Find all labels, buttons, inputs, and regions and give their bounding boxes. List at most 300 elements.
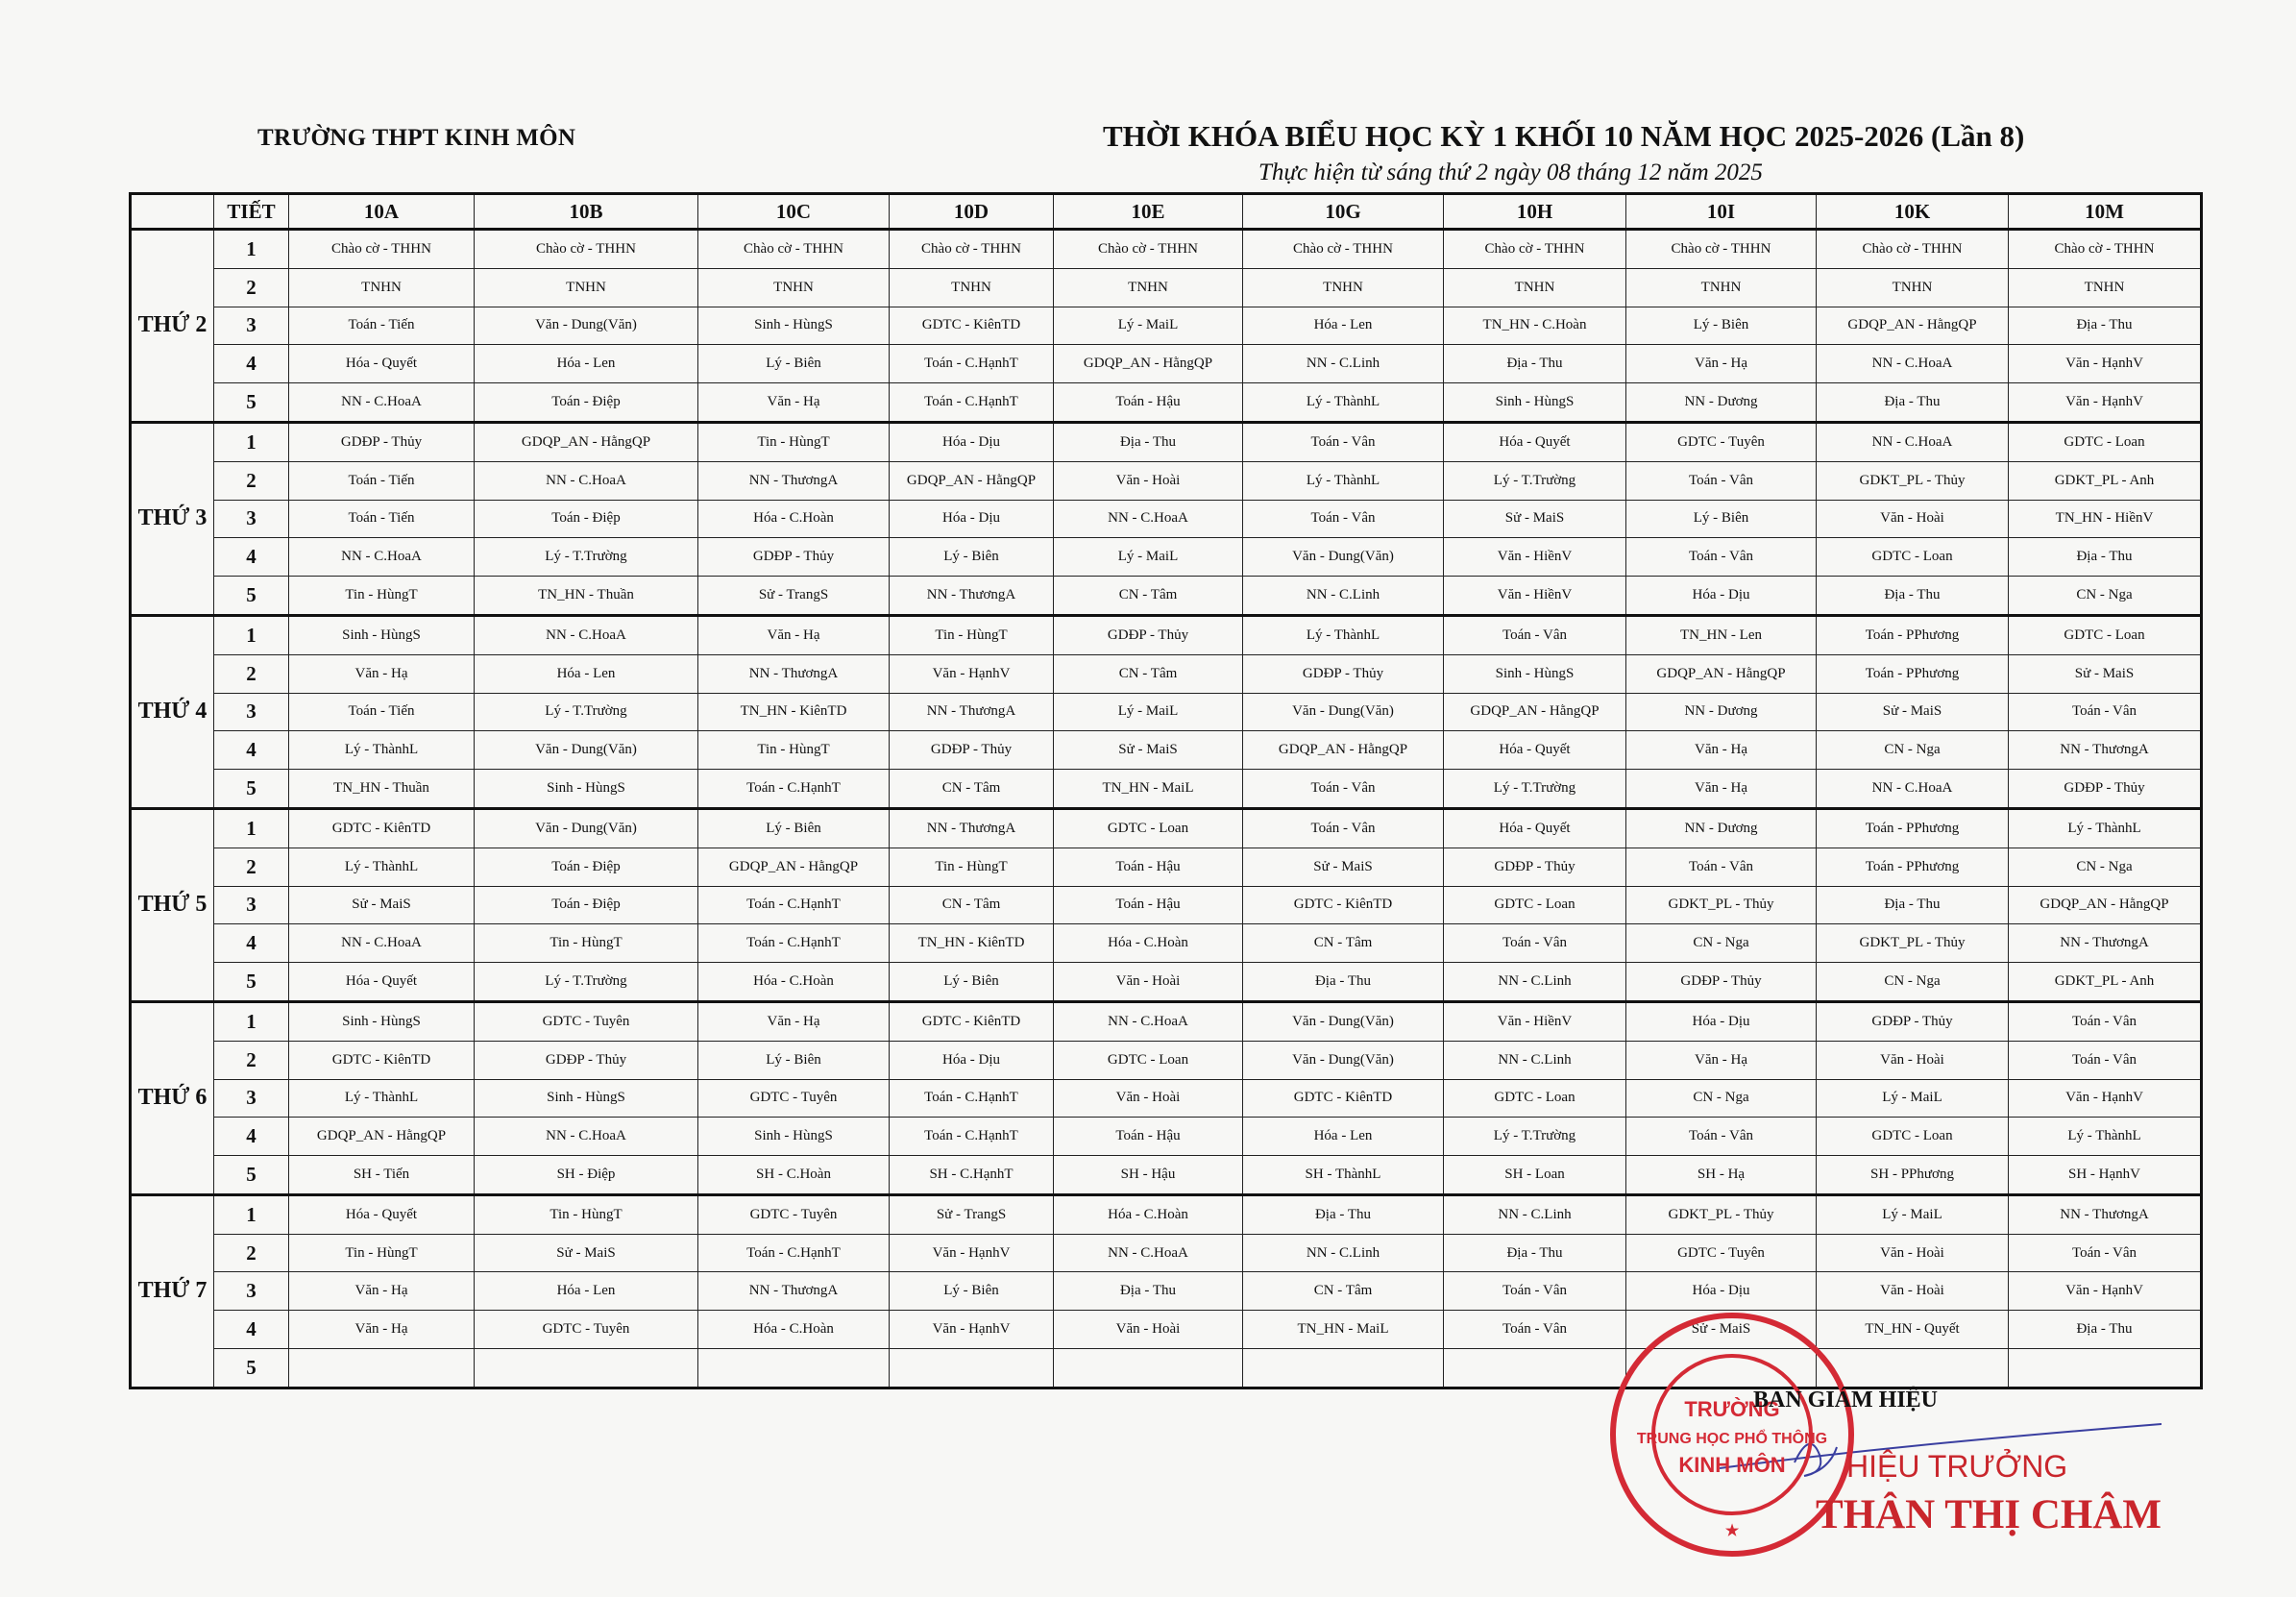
lesson-cell: Toán - Vân	[1626, 1118, 1817, 1156]
lesson-cell: Văn - HạnhV	[890, 1311, 1054, 1349]
lesson-cell	[698, 1348, 890, 1388]
table-row	[131, 1234, 2202, 1272]
lesson-cell: Toán - Vân	[1444, 1272, 1626, 1311]
lesson-cell: Hóa - Len	[1243, 307, 1444, 345]
lesson-cell: Địa - Thu	[1817, 576, 2009, 615]
lesson-cell: Hóa - Len	[475, 345, 698, 383]
lesson-cell: GDTC - Loan	[1817, 1118, 2009, 1156]
lesson-cell: Văn - Hoài	[1817, 1272, 2009, 1311]
period-number: 1	[214, 615, 289, 654]
lesson-cell: GDQP_AN - HằngQP	[475, 422, 698, 461]
table-row	[131, 769, 2202, 808]
lesson-cell: Toán - C.HạnhT	[698, 924, 890, 963]
table-row	[131, 924, 2202, 963]
lesson-cell: Hóa - Quyết	[1444, 731, 1626, 770]
class-header: 10H	[1444, 194, 1626, 230]
lesson-cell: TNHN	[1444, 269, 1626, 307]
principal-name: THÂN THỊ CHÂM	[1816, 1492, 2162, 1537]
lesson-cell: Địa - Thu	[1054, 422, 1243, 461]
lesson-cell: Lý - ThànhL	[289, 1079, 475, 1118]
lesson-cell: Chào cờ - THHN	[698, 230, 890, 269]
lesson-cell: GDĐP - Thủy	[1054, 615, 1243, 654]
lesson-cell: Hóa - C.Hoàn	[698, 1311, 890, 1349]
lesson-cell: Chào cờ - THHN	[1444, 230, 1626, 269]
lesson-cell: GDĐP - Thủy	[890, 731, 1054, 770]
document-title: THỜI KHÓA BIỂU HỌC KỲ 1 KHỐI 10 NĂM HỌC 2025-2026 (Lần 8)	[1103, 119, 2025, 153]
lesson-cell	[475, 1348, 698, 1388]
table-row	[131, 693, 2202, 731]
lesson-cell: Văn - Hạ	[698, 1001, 890, 1041]
period-number: 2	[214, 1234, 289, 1272]
lesson-cell: GDTC - Tuyên	[698, 1079, 890, 1118]
lesson-cell: TNHN	[1817, 269, 2009, 307]
lesson-cell: Văn - Dung(Văn)	[475, 307, 698, 345]
lesson-cell: TNHN	[1243, 269, 1444, 307]
lesson-cell: Chào cờ - THHN	[1626, 230, 1817, 269]
table-row	[131, 1041, 2202, 1079]
lesson-cell: CN - Tâm	[1054, 576, 1243, 615]
lesson-cell: Toán - PPhương	[1817, 848, 2009, 886]
lesson-cell: Văn - Hoài	[1817, 1234, 2009, 1272]
class-header: 10A	[289, 194, 475, 230]
lesson-cell: GDTC - Loan	[1054, 808, 1243, 848]
lesson-cell: Toán - Vân	[1243, 500, 1444, 538]
period-number: 3	[214, 1272, 289, 1311]
lesson-cell: Lý - Biên	[698, 808, 890, 848]
lesson-cell: NN - C.HoaA	[475, 615, 698, 654]
lesson-cell: CN - Nga	[1626, 924, 1817, 963]
lesson-cell: Sử - TrangS	[890, 1194, 1054, 1234]
lesson-cell: Văn - Dung(Văn)	[1243, 1041, 1444, 1079]
table-row	[131, 886, 2202, 924]
lesson-cell: Văn - Hạ	[289, 1311, 475, 1349]
table-row	[131, 230, 2202, 269]
table-row	[131, 615, 2202, 654]
lesson-cell: NN - C.Linh	[1444, 1041, 1626, 1079]
lesson-cell: Hóa - Dịu	[890, 422, 1054, 461]
lesson-cell: Sử - MaiS	[1054, 731, 1243, 770]
lesson-cell: Hóa - C.Hoàn	[698, 962, 890, 1001]
table-row	[131, 1001, 2202, 1041]
class-header: 10G	[1243, 194, 1444, 230]
lesson-cell: Văn - Dung(Văn)	[475, 731, 698, 770]
period-number: 3	[214, 307, 289, 345]
lesson-cell: Hóa - Quyết	[1444, 422, 1626, 461]
lesson-cell: NN - C.HoaA	[1054, 1001, 1243, 1041]
lesson-cell: TNHN	[289, 269, 475, 307]
day-label: THỨ 6	[131, 1001, 214, 1194]
lesson-cell: GDĐP - Thủy	[1626, 962, 1817, 1001]
lesson-cell: NN - C.HoaA	[1054, 1234, 1243, 1272]
lesson-cell: Văn - HiềnV	[1444, 576, 1626, 615]
lesson-cell: Tin - HùngT	[289, 1234, 475, 1272]
period-number: 4	[214, 731, 289, 770]
lesson-cell: Toán - C.HạnhT	[890, 1079, 1054, 1118]
lesson-cell: Văn - Hoài	[1817, 1041, 2009, 1079]
lesson-cell: GDTC - Tuyên	[475, 1311, 698, 1349]
lesson-cell: Toán - Điệp	[475, 848, 698, 886]
lesson-cell: GDTC - Tuyên	[698, 1194, 890, 1234]
period-number: 5	[214, 382, 289, 422]
lesson-cell: NN - ThươngA	[890, 693, 1054, 731]
lesson-cell: Hóa - Dịu	[1626, 1272, 1817, 1311]
lesson-cell: NN - C.HoaA	[289, 538, 475, 577]
lesson-cell: GDĐP - Thủy	[1817, 1001, 2009, 1041]
lesson-cell: GDKT_PL - Anh	[2009, 462, 2202, 501]
lesson-cell: Chào cờ - THHN	[1817, 230, 2009, 269]
lesson-cell: Tin - HùngT	[890, 615, 1054, 654]
lesson-cell: GDKT_PL - Thủy	[1817, 462, 2009, 501]
lesson-cell: Toán - Vân	[1626, 462, 1817, 501]
lesson-cell: CN - Nga	[2009, 848, 2202, 886]
lesson-cell	[289, 1348, 475, 1388]
class-header: 10B	[475, 194, 698, 230]
lesson-cell: Văn - Hạ	[1626, 731, 1817, 770]
lesson-cell: TN_HN - MaiL	[1243, 1311, 1444, 1349]
lesson-cell: GDKT_PL - Thủy	[1626, 1194, 1817, 1234]
lesson-cell: Toán - Hậu	[1054, 848, 1243, 886]
lesson-cell: NN - ThươngA	[2009, 1194, 2202, 1234]
lesson-cell: Văn - HạnhV	[890, 1234, 1054, 1272]
lesson-cell: SH - C.HạnhT	[890, 1155, 1054, 1194]
lesson-cell: Tin - HùngT	[475, 924, 698, 963]
lesson-cell: Địa - Thu	[2009, 538, 2202, 577]
period-number: 2	[214, 655, 289, 694]
lesson-cell: Sinh - HùngS	[289, 1001, 475, 1041]
table-row	[131, 269, 2202, 307]
day-label: THỨ 4	[131, 615, 214, 808]
lesson-cell: NN - C.HoaA	[1817, 345, 2009, 383]
lesson-cell: Toán - C.HạnhT	[890, 345, 1054, 383]
lesson-cell: GDTC - KiênTD	[289, 808, 475, 848]
table-row	[131, 1272, 2202, 1311]
period-number: 4	[214, 538, 289, 577]
lesson-cell: Toán - Tiến	[289, 462, 475, 501]
lesson-cell: Hóa - C.Hoàn	[698, 500, 890, 538]
lesson-cell: Sinh - HùngS	[475, 769, 698, 808]
lesson-cell: NN - C.Linh	[1444, 1194, 1626, 1234]
lesson-cell: Sinh - HùngS	[698, 307, 890, 345]
svg-text:KINH MÔN: KINH MÔN	[1678, 1453, 1786, 1477]
lesson-cell: GDQP_AN - HằngQP	[1243, 731, 1444, 770]
lesson-cell: NN - Dương	[1626, 808, 1817, 848]
lesson-cell	[2009, 1348, 2202, 1388]
lesson-cell: NN - Dương	[1626, 382, 1817, 422]
lesson-cell: Lý - Biên	[1626, 307, 1817, 345]
lesson-cell: Địa - Thu	[1817, 382, 2009, 422]
lesson-cell: SH - Loan	[1444, 1155, 1626, 1194]
lesson-cell: TNHN	[2009, 269, 2202, 307]
lesson-cell: NN - C.HoaA	[475, 1118, 698, 1156]
lesson-cell: NN - C.Linh	[1243, 345, 1444, 383]
lesson-cell: Lý - ThànhL	[1243, 462, 1444, 501]
lesson-cell: Địa - Thu	[1243, 1194, 1444, 1234]
class-header: 10C	[698, 194, 890, 230]
lesson-cell: Toán - Vân	[1243, 808, 1444, 848]
table-row	[131, 307, 2202, 345]
lesson-cell: GDQP_AN - HằngQP	[1817, 307, 2009, 345]
lesson-cell: SH - HạnhV	[2009, 1155, 2202, 1194]
lesson-cell: NN - ThươngA	[890, 576, 1054, 615]
lesson-cell: Toán - Hậu	[1054, 1118, 1243, 1156]
lesson-cell: Lý - ThànhL	[289, 848, 475, 886]
class-header: 10I	[1626, 194, 1817, 230]
lesson-cell: NN - ThươngA	[890, 808, 1054, 848]
lesson-cell: TN_HN - C.Hoàn	[1444, 307, 1626, 345]
period-number: 3	[214, 693, 289, 731]
lesson-cell: TNHN	[890, 269, 1054, 307]
lesson-cell: GDTC - KiênTD	[289, 1041, 475, 1079]
lesson-cell: GDKT_PL - Thủy	[1817, 924, 2009, 963]
table-row	[131, 422, 2202, 461]
table-row	[131, 462, 2202, 501]
lesson-cell: Hóa - Len	[475, 655, 698, 694]
lesson-cell: GDQP_AN - HằngQP	[1626, 655, 1817, 694]
lesson-cell: GDĐP - Thủy	[2009, 769, 2202, 808]
lesson-cell: Văn - Hạ	[1626, 345, 1817, 383]
class-header: 10D	[890, 194, 1054, 230]
lesson-cell: GDĐP - Thủy	[1243, 655, 1444, 694]
lesson-cell: NN - ThươngA	[2009, 924, 2202, 963]
lesson-cell: Lý - Biên	[890, 962, 1054, 1001]
header-row	[131, 194, 2202, 230]
lesson-cell: GDTC - Loan	[1817, 538, 2009, 577]
lesson-cell: NN - C.HoaA	[289, 382, 475, 422]
lesson-cell: Toán - Vân	[1243, 422, 1444, 461]
lesson-cell: Văn - Dung(Văn)	[1243, 693, 1444, 731]
period-number: 4	[214, 345, 289, 383]
lesson-cell: Lý - ThànhL	[2009, 808, 2202, 848]
lesson-cell: Sinh - HùngS	[1444, 655, 1626, 694]
period-number: 3	[214, 500, 289, 538]
lesson-cell: GDTC - KiênTD	[1243, 886, 1444, 924]
lesson-cell: Toán - Hậu	[1054, 382, 1243, 422]
lesson-cell: Văn - Dung(Văn)	[1243, 1001, 1444, 1041]
lesson-cell: Sinh - HùngS	[475, 1079, 698, 1118]
lesson-cell: Toán - Vân	[1626, 538, 1817, 577]
period-number: 4	[214, 1118, 289, 1156]
lesson-cell: Toán - Điệp	[475, 500, 698, 538]
lesson-cell	[890, 1348, 1054, 1388]
lesson-cell: Lý - Biên	[698, 345, 890, 383]
lesson-cell: Chào cờ - THHN	[475, 230, 698, 269]
lesson-cell: CN - Tâm	[890, 886, 1054, 924]
lesson-cell: Văn - Hoài	[1054, 462, 1243, 501]
lesson-cell: Lý - T.Trường	[475, 693, 698, 731]
period-number: 3	[214, 886, 289, 924]
svg-text:★: ★	[1724, 1523, 1740, 1539]
lesson-cell: Chào cờ - THHN	[1054, 230, 1243, 269]
lesson-cell: CN - Nga	[1626, 1079, 1817, 1118]
period-number: 5	[214, 576, 289, 615]
lesson-cell: Toán - Điệp	[475, 382, 698, 422]
table-row	[131, 848, 2202, 886]
lesson-cell: TN_HN - HiềnV	[2009, 500, 2202, 538]
lesson-cell: CN - Tâm	[1243, 924, 1444, 963]
table-row	[131, 1079, 2202, 1118]
lesson-cell: Toán - C.HạnhT	[698, 1234, 890, 1272]
lesson-cell: Chào cờ - THHN	[890, 230, 1054, 269]
lesson-cell: Tin - HùngT	[698, 731, 890, 770]
period-number: 2	[214, 462, 289, 501]
lesson-cell: Lý - T.Trường	[1444, 1118, 1626, 1156]
lesson-cell: Toán - Vân	[2009, 1041, 2202, 1079]
lesson-cell: Lý - ThànhL	[289, 731, 475, 770]
lesson-cell: GDTC - KiênTD	[890, 1001, 1054, 1041]
table-row	[131, 576, 2202, 615]
period-number: 2	[214, 848, 289, 886]
period-number: 1	[214, 1001, 289, 1041]
period-number: 1	[214, 230, 289, 269]
lesson-cell: Lý - MaiL	[1054, 693, 1243, 731]
period-number: 3	[214, 1079, 289, 1118]
lesson-cell: CN - Tâm	[1054, 655, 1243, 694]
lesson-cell: SH - Tiến	[289, 1155, 475, 1194]
period-number: 5	[214, 769, 289, 808]
lesson-cell: Sử - MaiS	[2009, 655, 2202, 694]
lesson-cell: GDĐP - Thủy	[475, 1041, 698, 1079]
lesson-cell: Hóa - Quyết	[289, 345, 475, 383]
lesson-cell: SH - Điệp	[475, 1155, 698, 1194]
lesson-cell: Toán - Vân	[2009, 693, 2202, 731]
lesson-cell: GDTC - Loan	[2009, 422, 2202, 461]
day-label: THỨ 2	[131, 230, 214, 423]
board-label: BAN GIÁM HIỆU	[1753, 1388, 1939, 1413]
lesson-cell: NN - C.HoaA	[289, 924, 475, 963]
day-label: THỨ 7	[131, 1194, 214, 1388]
lesson-cell	[1243, 1348, 1444, 1388]
lesson-cell: CN - Nga	[2009, 576, 2202, 615]
lesson-cell: Lý - ThànhL	[1243, 382, 1444, 422]
lesson-cell: GDQP_AN - HằngQP	[890, 462, 1054, 501]
lesson-cell: Lý - ThànhL	[2009, 1118, 2202, 1156]
lesson-cell: GDTC - Tuyên	[1626, 422, 1817, 461]
lesson-cell: TNHN	[1626, 269, 1817, 307]
lesson-cell: NN - C.HoaA	[1817, 422, 2009, 461]
lesson-cell: Lý - MaiL	[1054, 538, 1243, 577]
lesson-cell: Lý - Biên	[1626, 500, 1817, 538]
lesson-cell: Văn - HạnhV	[890, 655, 1054, 694]
lesson-cell: NN - C.Linh	[1444, 962, 1626, 1001]
lesson-cell: Địa - Thu	[1243, 962, 1444, 1001]
lesson-cell: Văn - HạnhV	[2009, 1079, 2202, 1118]
lesson-cell: Văn - Hoài	[1054, 962, 1243, 1001]
lesson-cell: Văn - HiềnV	[1444, 1001, 1626, 1041]
lesson-cell: Văn - Hoài	[1054, 1079, 1243, 1118]
period-number: 1	[214, 808, 289, 848]
lesson-cell: GDTC - Loan	[1444, 886, 1626, 924]
lesson-cell: Sử - MaiS	[475, 1234, 698, 1272]
lesson-cell: Địa - Thu	[2009, 1311, 2202, 1349]
day-label: THỨ 3	[131, 422, 214, 615]
lesson-cell: NN - ThươngA	[2009, 731, 2202, 770]
lesson-cell: SH - Hậu	[1054, 1155, 1243, 1194]
lesson-cell: Hóa - Dịu	[1626, 576, 1817, 615]
lesson-cell: Lý - MaiL	[1817, 1194, 2009, 1234]
school-name: TRƯỜNG THPT KINH MÔN	[257, 125, 576, 151]
lesson-cell: Sử - MaiS	[1817, 693, 2009, 731]
lesson-cell: Toán - C.HạnhT	[890, 1118, 1054, 1156]
lesson-cell: TN_HN - Thuần	[475, 576, 698, 615]
lesson-cell: NN - ThươngA	[698, 655, 890, 694]
lesson-cell: NN - C.HoaA	[1817, 769, 2009, 808]
lesson-cell: Hóa - Quyết	[289, 1194, 475, 1234]
lesson-cell: Lý - Biên	[698, 1041, 890, 1079]
lesson-cell: NN - C.HoaA	[1054, 500, 1243, 538]
lesson-cell: Địa - Thu	[1444, 1234, 1626, 1272]
table-row	[131, 655, 2202, 694]
lesson-cell: Hóa - Quyết	[1444, 808, 1626, 848]
lesson-cell: Hóa - C.Hoàn	[1054, 924, 1243, 963]
lesson-cell: Toán - Tiến	[289, 693, 475, 731]
lesson-cell: Tin - HùngT	[289, 576, 475, 615]
lesson-cell: TN_HN - KiênTD	[890, 924, 1054, 963]
lesson-cell: GDQP_AN - HằngQP	[2009, 886, 2202, 924]
table-row	[131, 1311, 2202, 1349]
lesson-cell: NN - C.Linh	[1243, 576, 1444, 615]
lesson-cell: Địa - Thu	[1817, 886, 2009, 924]
svg-text:TRƯỜNG: TRƯỜNG	[1684, 1397, 1780, 1421]
timetable	[129, 192, 2203, 1389]
table-row	[131, 1155, 2202, 1194]
table-row	[131, 808, 2202, 848]
effective-date: Thực hiện từ sáng thứ 2 ngày 08 tháng 12 năm 2025	[1258, 160, 1763, 185]
lesson-cell: Tin - HùngT	[698, 422, 890, 461]
lesson-cell: NN - C.HoaA	[475, 462, 698, 501]
lesson-cell: GDQP_AN - HằngQP	[698, 848, 890, 886]
lesson-cell: GDTC - Loan	[1054, 1041, 1243, 1079]
period-number: 1	[214, 422, 289, 461]
lesson-cell: Sinh - HùngS	[1444, 382, 1626, 422]
lesson-cell: Văn - Hạ	[698, 615, 890, 654]
lesson-cell: GDĐP - Thủy	[289, 422, 475, 461]
lesson-cell: Lý - T.Trường	[475, 538, 698, 577]
lesson-cell: Lý - ThànhL	[1243, 615, 1444, 654]
period-number: 1	[214, 1194, 289, 1234]
table-row	[131, 538, 2202, 577]
lesson-cell: GDTC - Loan	[1444, 1079, 1626, 1118]
class-header: 10K	[1817, 194, 2009, 230]
lesson-cell: Văn - HạnhV	[2009, 345, 2202, 383]
lesson-cell	[1444, 1348, 1626, 1388]
period-number: 4	[214, 1311, 289, 1349]
lesson-cell: Lý - MaiL	[1817, 1079, 2009, 1118]
lesson-cell: Sử - MaiS	[1444, 500, 1626, 538]
period-header: TIẾT	[214, 194, 289, 230]
lesson-cell: Toán - Hậu	[1054, 886, 1243, 924]
lesson-cell: Tin - HùngT	[475, 1194, 698, 1234]
lesson-cell: SH - Hạ	[1626, 1155, 1817, 1194]
lesson-cell: Toán - PPhương	[1817, 655, 2009, 694]
lesson-cell	[1054, 1348, 1243, 1388]
table-row	[131, 731, 2202, 770]
lesson-cell: Địa - Thu	[1444, 345, 1626, 383]
lesson-cell: Hóa - C.Hoàn	[1054, 1194, 1243, 1234]
lesson-cell: Văn - HạnhV	[2009, 382, 2202, 422]
lesson-cell: Lý - MaiL	[1054, 307, 1243, 345]
lesson-cell: NN - ThươngA	[698, 1272, 890, 1311]
lesson-cell: Lý - Biên	[890, 1272, 1054, 1311]
period-number: 5	[214, 1155, 289, 1194]
table-row	[131, 345, 2202, 383]
lesson-cell: TN_HN - Quyết	[1817, 1311, 2009, 1349]
lesson-cell: Hóa - Len	[475, 1272, 698, 1311]
lesson-cell: Chào cờ - THHN	[289, 230, 475, 269]
lesson-cell: Toán - Vân	[1444, 1311, 1626, 1349]
period-number: 4	[214, 924, 289, 963]
lesson-cell: Văn - Hoài	[1054, 1311, 1243, 1349]
period-number: 2	[214, 269, 289, 307]
